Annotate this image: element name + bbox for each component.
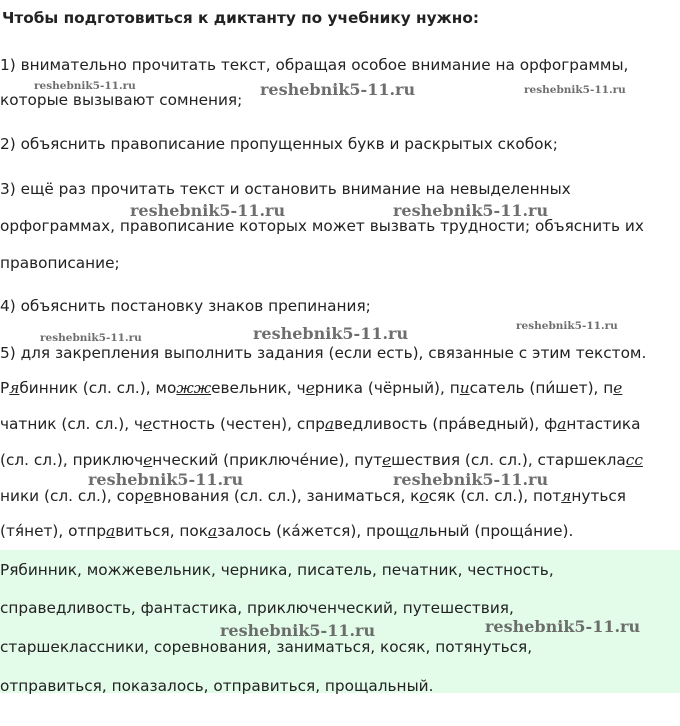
watermark: reshebnik5-11.ru bbox=[393, 201, 549, 220]
answer-line-4: отправиться, показалось, отправиться, прощальный. bbox=[0, 677, 434, 695]
step-1-line-1: 1) внимательно прочитать текст, обращая особое внимание на орфограммы, bbox=[0, 56, 629, 74]
step-2: 2) объяснить правописание пропущенных букв и раскрытых скобок; bbox=[0, 135, 558, 153]
step-3-line-3: правописание; bbox=[0, 254, 120, 272]
watermark: reshebnik5-11.ru bbox=[253, 324, 409, 343]
watermark: reshebnik5-11.ru bbox=[40, 332, 142, 344]
watermark: reshebnik5-11.ru bbox=[34, 80, 136, 92]
watermark: reshebnik5-11.ru bbox=[88, 470, 244, 489]
watermark: reshebnik5-11.ru bbox=[485, 617, 641, 636]
step-3-line-1: 3) ещё раз прочитать текст и остановить внимание на невыделенных bbox=[0, 180, 571, 198]
watermark: reshebnik5-11.ru bbox=[393, 470, 549, 489]
answer-line-1: Рябинник, можжевельник, черника, писатель, печатник, честность, bbox=[0, 561, 554, 579]
analysis-line-3: (сл. сл.), приключенческий (приключе́ние), путешествия (сл. сл.), старшекласс bbox=[0, 451, 643, 469]
analysis-line-2: чатник (сл. сл.), честность (честен), справедливость (пра́ведный), фантастика bbox=[0, 415, 641, 433]
instructions-header: Чтобы подготовиться к диктанту по учебнику нужно: bbox=[2, 9, 479, 27]
answer-line-3: старшеклассники, соревнования, заниматься, косяк, потянуться, bbox=[0, 638, 533, 656]
step-1-line-2: которые вызывают сомнения; bbox=[0, 91, 243, 109]
watermark: reshebnik5-11.ru bbox=[130, 201, 286, 220]
watermark: reshebnik5-11.ru bbox=[524, 84, 626, 96]
answer-line-2: справедливость, фантастика, приключенческий, путешествия, bbox=[0, 599, 514, 617]
analysis-line-1: Рябинник (сл. сл.), можжевельник, черника (чёрный), писатель (пи́шет), пе bbox=[0, 379, 623, 397]
step-4: 4) объяснить постановку знаков препинания; bbox=[0, 297, 371, 315]
analysis-line-5: (тя́нет), отправиться, показалось (ка́жется), прощальный (проща́ние). bbox=[0, 522, 574, 540]
watermark: reshebnik5-11.ru bbox=[260, 80, 416, 99]
watermark: reshebnik5-11.ru bbox=[516, 320, 618, 332]
watermark: reshebnik5-11.ru bbox=[220, 621, 376, 640]
step-5: 5) для закрепления выполнить задания (если есть), связанные с этим текстом. bbox=[0, 344, 647, 362]
analysis-line-4: ники (сл. сл.), соревнования (сл. сл.), заниматься, косяк (сл. сл.), потянуться bbox=[0, 487, 626, 505]
step-3-line-2: орфограммах, правописание которых может вызвать трудности; объяснить их bbox=[0, 217, 644, 235]
